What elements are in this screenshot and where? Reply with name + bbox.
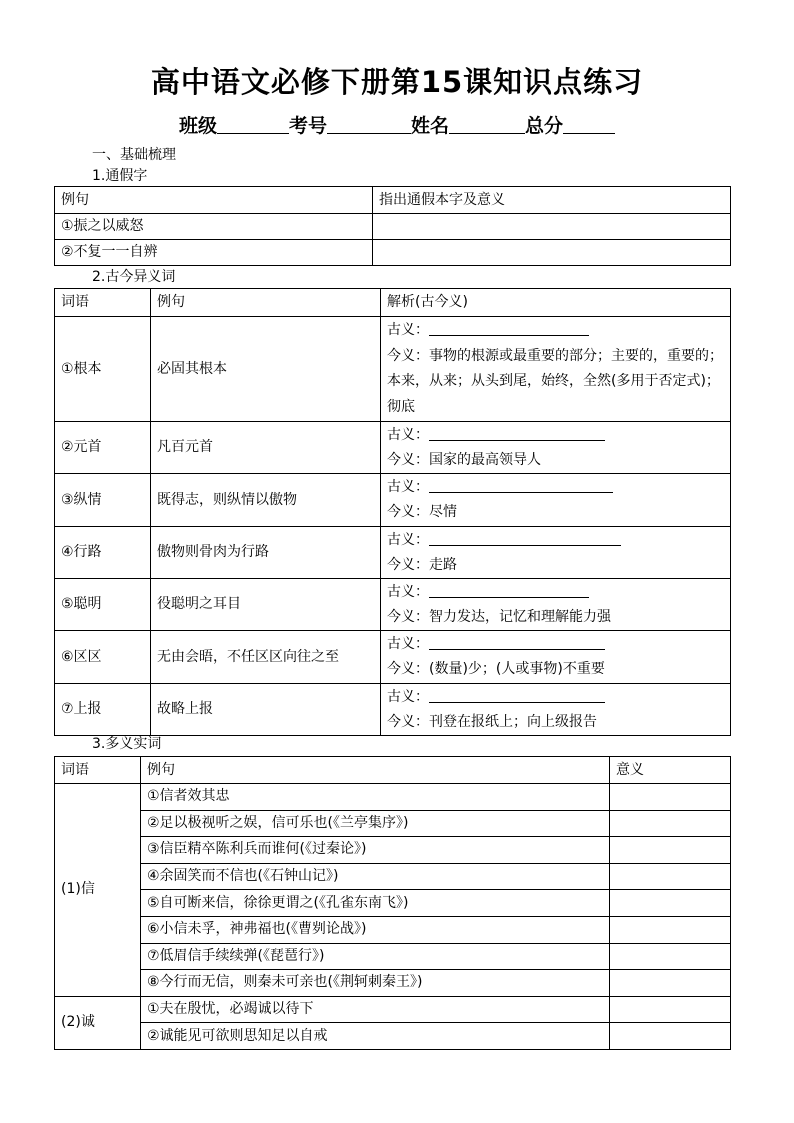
sentence-cell: ②诚能见可欲则思知足以自戒 xyxy=(141,1023,610,1050)
meaning-cell[interactable] xyxy=(610,916,731,943)
word-cell: (1)信 xyxy=(55,784,141,997)
word-cell: ②元首 xyxy=(55,422,151,474)
score-label: 总分 xyxy=(525,115,564,137)
gu-line xyxy=(387,685,724,710)
sentence-cell: 傲物则骨肉为行路 xyxy=(151,527,381,579)
gu-label: 古义： xyxy=(387,583,429,600)
answer-cell[interactable] xyxy=(373,214,731,240)
table-row xyxy=(55,631,731,684)
duoyi-table xyxy=(54,756,731,1050)
sentence-cell: ①振之以威怒 xyxy=(55,214,373,240)
answer-cell[interactable] xyxy=(373,240,731,266)
analysis-cell xyxy=(381,474,731,527)
page-title: 高中语文必修下册第15课知识点练习 xyxy=(150,65,644,99)
table-row xyxy=(55,863,731,890)
jin-meaning: 今义：走路 xyxy=(387,556,457,573)
table-row xyxy=(55,784,731,811)
table-row xyxy=(55,837,731,864)
jin-meaning: 今义：国家的最高领导人 xyxy=(387,451,541,468)
gu-line xyxy=(387,318,724,344)
jin-meaning: 今义：(数量)少；(人或事物)不重要 xyxy=(387,661,605,677)
table-row xyxy=(55,214,731,240)
analysis-cell xyxy=(381,317,731,422)
sentence-cell: ⑤自可断来信，徐徐更谓之(《孔雀东南飞》) xyxy=(141,890,610,917)
column-header: 意义 xyxy=(610,757,731,784)
analysis-cell xyxy=(381,579,731,631)
meaning-cell[interactable] xyxy=(610,996,731,1023)
table-row xyxy=(55,810,731,837)
sentence-cell: 役聪明之耳目 xyxy=(151,579,381,631)
table-row xyxy=(55,579,731,631)
gu-line xyxy=(387,423,724,448)
gu-label: 古义： xyxy=(387,531,429,548)
part3-heading: 3.多义实词 xyxy=(92,736,162,752)
id-label: 考号 xyxy=(288,115,327,137)
gu-label: 古义： xyxy=(387,426,429,443)
gu-blank[interactable] xyxy=(429,633,605,650)
meaning-cell[interactable] xyxy=(610,810,731,837)
section-heading-basics: 一、基础梳理 xyxy=(92,147,176,163)
meaning-cell[interactable] xyxy=(610,1023,731,1050)
column-header: 解析(古今义) xyxy=(381,289,731,317)
word-cell: ⑤聪明 xyxy=(55,579,151,631)
word-cell: (2)诚 xyxy=(55,996,141,1049)
analysis-cell xyxy=(381,684,731,736)
jin-meaning: 今义：刊登在报纸上；向上级报告 xyxy=(387,713,597,730)
analysis-cell xyxy=(381,527,731,579)
table-header-row xyxy=(55,187,731,214)
sentence-cell: ②足以极视听之娱，信可乐也(《兰亭集序》) xyxy=(141,810,610,837)
name-label: 姓名 xyxy=(411,115,450,137)
gu-label: 古义： xyxy=(387,636,429,652)
meaning-cell[interactable] xyxy=(610,970,731,997)
meaning-cell[interactable] xyxy=(610,837,731,864)
class-label: 班级 xyxy=(178,115,217,137)
table-row xyxy=(55,527,731,579)
table-row xyxy=(55,890,731,917)
table-row xyxy=(55,474,731,527)
name-blank[interactable] xyxy=(449,115,525,134)
word-cell: ⑦上报 xyxy=(55,684,151,736)
jin-meaning: 今义：尽情 xyxy=(387,504,457,520)
sentence-cell: 必固其根本 xyxy=(151,317,381,422)
gu-label: 古义： xyxy=(387,322,429,338)
column-header: 指出通假本字及意义 xyxy=(373,187,731,214)
sentence-cell: ②不复一一自辨 xyxy=(55,240,373,266)
part1-heading: 1.通假字 xyxy=(92,168,148,184)
id-blank[interactable] xyxy=(327,115,411,134)
jin-meaning: 今义：事物的根源或最重要的部分；主要的，重要的；本来，从来；从头到尾，始终，全然(多用于否定式)；彻底 xyxy=(387,347,723,415)
word-cell: ①根本 xyxy=(55,317,151,422)
table-row xyxy=(55,916,731,943)
class-blank[interactable] xyxy=(217,115,289,134)
gujin-table xyxy=(54,288,731,736)
sentence-cell: ①夫在殷忧，必竭诚以待下 xyxy=(141,996,610,1023)
gu-blank[interactable] xyxy=(429,529,621,546)
table-row xyxy=(55,943,731,970)
analysis-cell xyxy=(381,422,731,474)
part2-heading: 2.古今异义词 xyxy=(92,269,176,285)
gu-blank[interactable] xyxy=(429,476,613,493)
column-header: 例句 xyxy=(55,187,373,214)
tongjia-table xyxy=(54,186,731,266)
column-header: 例句 xyxy=(151,289,381,317)
table-row xyxy=(55,240,731,266)
gu-blank[interactable] xyxy=(429,424,605,441)
table-row xyxy=(55,317,731,422)
column-header: 词语 xyxy=(55,289,151,317)
sentence-cell: 故略上报 xyxy=(151,684,381,736)
jin-meaning: 今义：智力发达，记忆和理解能力强 xyxy=(387,608,611,625)
sentence-cell: ③信臣精卒陈利兵而谁何(《过秦论》) xyxy=(141,837,610,864)
student-info-line xyxy=(0,111,794,138)
gu-line xyxy=(387,528,724,553)
analysis-cell xyxy=(381,631,731,684)
meaning-cell[interactable] xyxy=(610,890,731,917)
column-header: 例句 xyxy=(141,757,610,784)
sentence-cell: ④余固笑而不信也(《石钟山记》) xyxy=(141,863,610,890)
score-blank[interactable] xyxy=(563,115,615,134)
table-header-row xyxy=(55,289,731,317)
gu-blank[interactable] xyxy=(429,319,589,336)
gu-label: 古义： xyxy=(387,688,429,705)
table-row xyxy=(55,422,731,474)
sentence-cell: ①信者效其忠 xyxy=(141,784,610,811)
sentence-cell: 无由会晤，不任区区向往之至 xyxy=(151,631,381,684)
meaning-cell[interactable] xyxy=(610,784,731,811)
sentence-cell: 既得志，则纵情以傲物 xyxy=(151,474,381,527)
sentence-cell: 凡百元首 xyxy=(151,422,381,474)
sentence-cell: ⑧今行而无信，则秦未可亲也(《荆轲刺秦王》) xyxy=(141,970,610,997)
table-row xyxy=(55,970,731,997)
gu-blank[interactable] xyxy=(429,581,589,598)
meaning-cell[interactable] xyxy=(610,863,731,890)
gu-label: 古义： xyxy=(387,479,429,495)
sentence-cell: ⑦低眉信手续续弹(《琵琶行》) xyxy=(141,943,610,970)
word-cell: ③纵情 xyxy=(55,474,151,527)
gu-line xyxy=(387,475,724,500)
sentence-cell: ⑥小信未孚，神弗福也(《曹刿论战》) xyxy=(141,916,610,943)
column-header: 词语 xyxy=(55,757,141,784)
word-cell: ④行路 xyxy=(55,527,151,579)
meaning-cell[interactable] xyxy=(610,943,731,970)
table-row xyxy=(55,684,731,736)
word-cell: ⑥区区 xyxy=(55,631,151,684)
table-row xyxy=(55,996,731,1023)
table-row xyxy=(55,1023,731,1050)
gu-blank[interactable] xyxy=(429,686,605,703)
table-header-row xyxy=(55,757,731,784)
gu-line xyxy=(387,632,724,657)
gu-line xyxy=(387,580,724,605)
